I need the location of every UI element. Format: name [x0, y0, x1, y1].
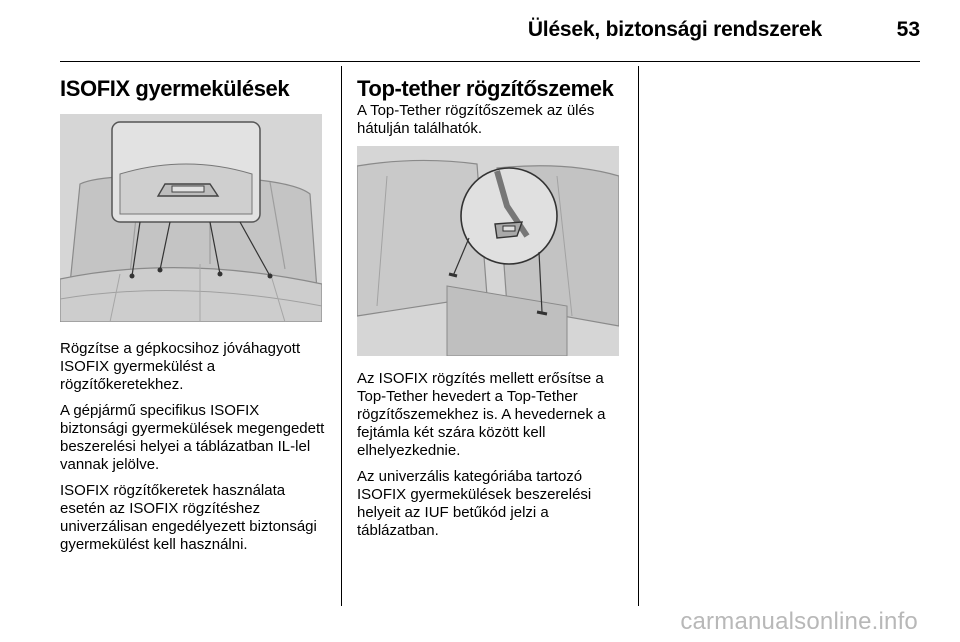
isofix-paragraph-1: Rögzítse a gépkocsihoz jóváhagyott ISOFIX gyermekülést a rögzítőkeretekhez. [60, 340, 301, 393]
top-tether-illustration [357, 146, 619, 356]
column-divider-2 [638, 66, 639, 606]
right-column [357, 66, 627, 540]
isofix-paragraph-3: ISOFIX rögzítőkeretek használata esetén az ISOFIX rögzítéshez univerzálisan engedélyezett biztonsági gyermekülést kell használni. [60, 482, 317, 553]
column-divider-1 [341, 66, 342, 606]
top-tether-heading: Top-tether rögzítőszemek [357, 76, 614, 101]
top-tether-intro: A Top-Tether rögzítőszemek az ülés hátulján találhatók. [357, 102, 595, 137]
top-tether-paragraph-1: Az ISOFIX rögzítés mellett erősítse a Top-Tether hevedert a Top-Tether rögzítőszemekhez is. A hevedernek a fejtámla két szára között kell elhelyezkednie. [357, 370, 606, 459]
isofix-seat-illustration [60, 114, 322, 322]
isofix-paragraph-2: A gépjármű specifikus ISOFIX biztonsági gyermekülések megengedett beszerelési helyei a táblázatban IL-lel vannak jelölve. [60, 402, 325, 473]
header-rule [60, 61, 920, 62]
section-title: Ülések, biztonsági rendszerek [527, 18, 822, 41]
watermark: carmanualsonline.info [680, 608, 918, 635]
isofix-heading: ISOFIX gyermekülések [60, 76, 290, 101]
left-column [60, 66, 328, 554]
top-tether-paragraph-2: Az univerzális kategóriába tartozó ISOFIX gyermekülések beszerelési helyeit az IUF betűkód jelzi a táblázatban. [357, 468, 592, 539]
page-number: 53 [896, 18, 920, 41]
